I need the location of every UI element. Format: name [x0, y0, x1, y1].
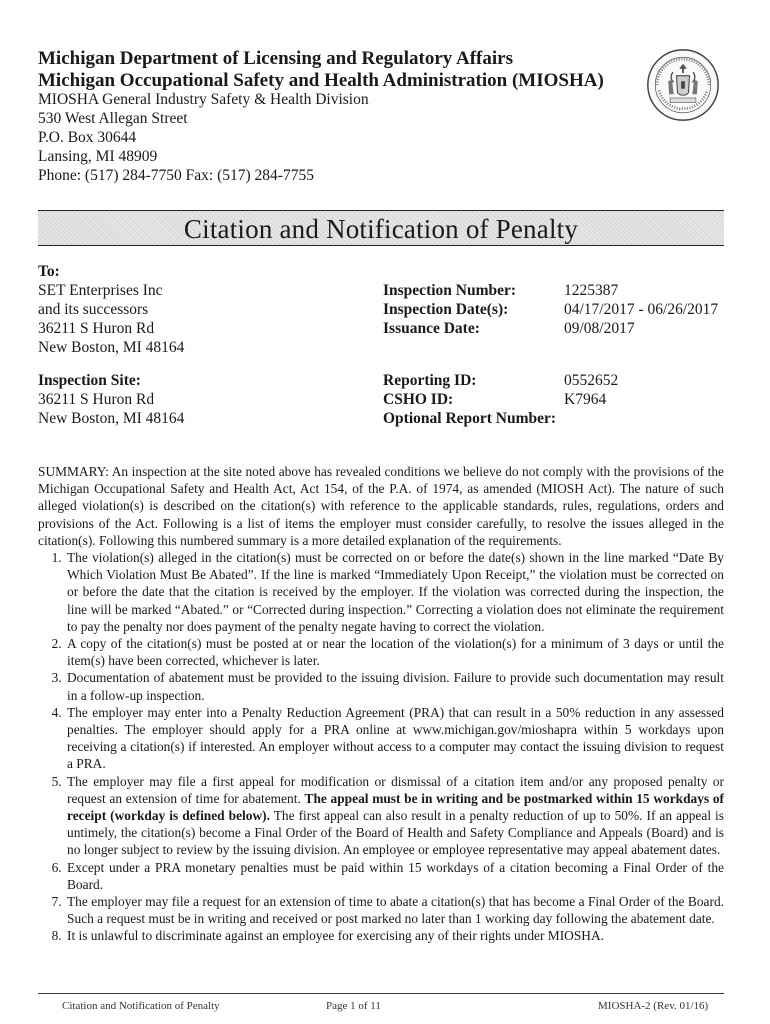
optional-report-number-label: Optional Report Number:: [383, 410, 557, 427]
form-title: Citation and Notification of Penalty: [183, 214, 579, 244]
csho-id-value: K7964: [564, 391, 607, 408]
reporting-id-value: 0552652: [564, 372, 619, 389]
recipient-city: New Boston, MI 48164: [38, 339, 185, 356]
recipient-name: SET Enterprises Inc: [38, 282, 163, 299]
inspection-number-value: 1225387: [564, 282, 619, 299]
list-item: [65, 773, 724, 859]
site-city: New Boston, MI 48164: [38, 410, 185, 427]
site-street: 36211 S Huron Rd: [38, 391, 155, 408]
csho-id-label: CSHO ID:: [383, 391, 454, 408]
page-number: Page 1 of 11: [326, 1000, 381, 1012]
inspection-dates-value: 04/17/2017 - 06/26/2017: [564, 301, 719, 318]
summary-intro: [38, 463, 724, 549]
summary-section: [38, 463, 724, 945]
reporting-id-label: Reporting ID:: [383, 372, 477, 389]
michigan-seal-icon: [646, 48, 720, 122]
list-item: 2. A copy of the citation(s) must be posted at or near the location of the violation(s) for a minimum of 3 days or until the item(s) have been corrected, whichever is later.: [65, 635, 724, 669]
form-revision: MIOSHA-2 (Rev. 01/16): [598, 1000, 709, 1012]
summary-intro-text: An inspection at the site noted above has revealed conditions we believe do not comply with the provisions of the Michigan Occupational Safety and Health Act, Act 154, of the P.A. of 1974, as amended (MIOSH Act). The nature of such alleged violation(s) is described on the citation(s) with reference to the applicable standards, rules, regulations, orders and provisions of the Act. Following is a list of items the employer must consider carefully, to resolve the issues alleged in the citation(s). Following this numbered summary is a more detailed explanation of the requirements.: [38, 464, 724, 548]
street-address: 530 West Allegan Street: [38, 110, 188, 127]
list-item: 8. It is unlawful to discriminate against an employee for exercising any of their rights under MIOSHA.: [65, 927, 724, 944]
list-item: 4. The employer may enter into a Penalty Reduction Agreement (PRA) that can result in a 50% reduction in any assessed penalties. The employer should apply for a PRA online at www.michigan.gov/mioshapra within 5 workdays upon receiving a citation(s) if interested. An employer without access to a computer may contact the issuing division to request a PRA.: [65, 704, 724, 773]
list-item: 3. Documentation of abatement must be provided to the issuing division. Failure to provide such documentation may result in a follow-up inspection.: [65, 669, 724, 703]
list-item: 6. Except under a PRA monetary penalties must be paid within 15 workdays of a citation becoming a Final Order of the Board.: [65, 859, 724, 893]
department-name: Michigan Department of Licensing and Regulatory Affairs: [38, 48, 513, 69]
inspection-site-label: Inspection Site:: [38, 372, 141, 389]
agency-name: Michigan Occupational Safety and Health Administration (MIOSHA): [38, 70, 604, 91]
phone-fax: Phone: (517) 284-7750 Fax: (517) 284-7755: [38, 167, 314, 184]
list-item: 1. The violation(s) alleged in the citation(s) must be corrected on or before the date(s) shown in the line marked “Date By Which Violation Must Be Abated”. If the line is marked “Immediately Upon Receipt,” the violation must be corrected on or before the date that the citation is received by the employer. If the violation was corrected during the inspection, the line will be marked “Abated.” or “Corrected during inspection.” Correcting a violation does not eliminate the requirement to pay the penalty nor does payment of the penalty negate having to correct the violation.: [65, 549, 724, 635]
city-state-zip: Lansing, MI 48909: [38, 148, 158, 165]
form-title-banner: [38, 210, 724, 246]
issuance-date-label: Issuance Date:: [383, 320, 480, 337]
inspection-dates-label: Inspection Date(s):: [383, 301, 509, 318]
to-label: To:: [38, 263, 60, 280]
appeal-deadline: The appeal must be in writing and be postmarked within 15 workdays of receipt (workday is defined below).: [67, 790, 724, 824]
po-box: P.O. Box 30644: [38, 129, 137, 146]
inspection-number-label: Inspection Number:: [383, 282, 517, 299]
footer-form-name: Citation and Notification of Penalty: [62, 1000, 220, 1012]
summary-list: [38, 549, 724, 945]
issuance-date-value: 09/08/2017: [564, 320, 635, 337]
summary-heading: SUMMARY:: [38, 464, 109, 479]
footer-rule: [38, 993, 724, 994]
list-item: 7. The employer may file a request for an extension of time to abate a citation(s) that has become a Final Order of the Board. Such a request must be in writing and received or post marked no later than 1 working day following the abatement date.: [65, 893, 724, 927]
appeal-text-a: The employer may file a first appeal for modification or dismissal of a citation item and/or any proposed penalty or request an extension of time for abatement.: [67, 773, 724, 806]
appeal-text-b: The first appeal can also result in a penalty reduction of up to 50%. If an appeal is untimely, the citation(s) become a Final Order of the Board of Health and Safety Compliance and Appeals (Board) and is no longer subject to review by the issuing division. An employee or employee representative may appeal abatement dates.: [67, 808, 724, 858]
recipient-successors: and its successors: [38, 301, 149, 318]
division-name: MIOSHA General Industry Safety & Health Division: [38, 91, 369, 108]
recipient-street: 36211 S Huron Rd: [38, 320, 155, 337]
